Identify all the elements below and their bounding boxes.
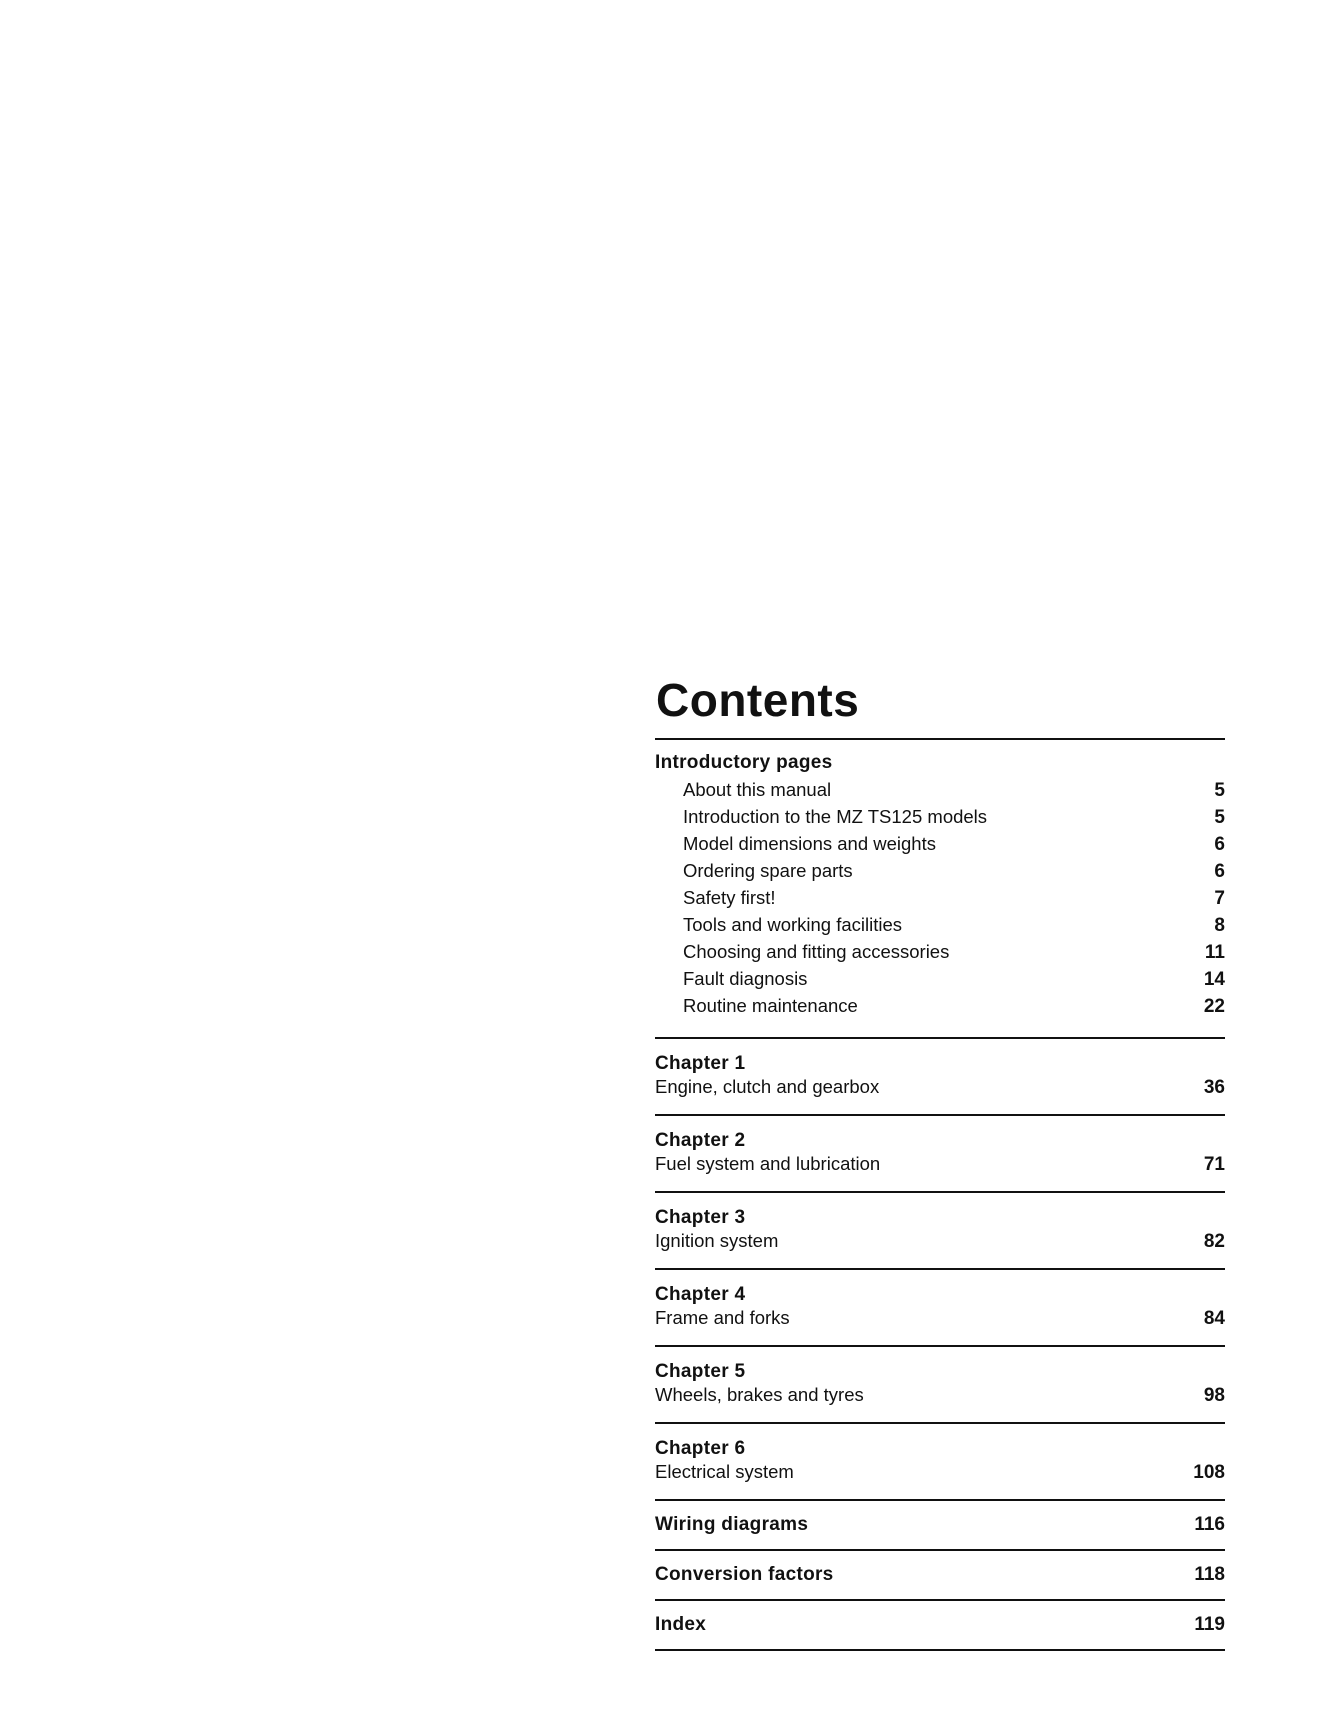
chapter-row — [655, 1229, 1225, 1254]
toc-entry-tools[interactable] — [655, 911, 1225, 938]
chapter-6-entry[interactable] — [655, 1424, 1225, 1499]
chapter-row — [655, 1460, 1225, 1485]
chapter-title: Electrical system — [655, 1461, 794, 1482]
toc-entry-label: Choosing and fitting accessories — [683, 941, 950, 962]
chapter-label: Chapter 6 — [655, 1438, 746, 1459]
toc-entry-label: Safety first! — [683, 887, 776, 908]
toc-page-number: 118 — [1194, 1564, 1225, 1585]
chapter-title: Ignition system — [655, 1230, 779, 1251]
toc-page-number: 84 — [1203, 1308, 1225, 1329]
toc-entry-spare-parts[interactable] — [655, 857, 1225, 884]
introductory-list — [655, 776, 1225, 1019]
toc-page-number: 6 — [1214, 861, 1225, 882]
toc-entry-introduction[interactable] — [655, 803, 1225, 830]
chapter-label: Chapter 1 — [655, 1053, 746, 1074]
toc-entry-label: Index — [655, 1614, 707, 1635]
conversion-factors-entry[interactable] — [655, 1551, 1225, 1599]
toc-entry-accessories[interactable] — [655, 938, 1225, 965]
toc-page-number: 5 — [1214, 807, 1225, 828]
toc-entry-fault-diagnosis[interactable] — [655, 965, 1225, 992]
toc-page-number: 7 — [1214, 888, 1225, 909]
toc-page-number: 36 — [1203, 1077, 1225, 1098]
toc-entry-label: Tools and working facilities — [683, 914, 903, 935]
page-title: Contents — [656, 674, 860, 726]
toc-entry-label: Fault diagnosis — [683, 968, 808, 989]
chapter-row — [655, 1075, 1225, 1100]
toc-page-number: 22 — [1203, 996, 1225, 1017]
index-entry[interactable] — [655, 1601, 1225, 1649]
chapter-5-entry[interactable] — [655, 1347, 1225, 1422]
toc-page-number: 98 — [1203, 1385, 1225, 1406]
table-of-contents — [655, 672, 1225, 1651]
chapter-label: Chapter 3 — [655, 1207, 746, 1228]
chapter-3-entry[interactable] — [655, 1193, 1225, 1268]
chapter-title: Engine, clutch and gearbox — [655, 1076, 880, 1097]
toc-page-number: 8 — [1214, 915, 1225, 936]
chapter-row — [655, 1152, 1225, 1177]
chapter-label: Chapter 2 — [655, 1130, 746, 1151]
wiring-diagrams-entry[interactable] — [655, 1501, 1225, 1549]
toc-page-number: 14 — [1203, 969, 1225, 990]
toc-page-number: 11 — [1204, 942, 1225, 963]
toc-entry-label: Conversion factors — [655, 1564, 834, 1585]
toc-page-number: 71 — [1203, 1154, 1225, 1175]
introductory-section — [655, 740, 1225, 1037]
toc-entry-about-manual[interactable] — [655, 776, 1225, 803]
divider — [655, 1649, 1225, 1651]
toc-entry-label: Ordering spare parts — [683, 860, 853, 881]
chapter-4-entry[interactable] — [655, 1270, 1225, 1345]
toc-entry-label: Introduction to the MZ TS125 models — [683, 806, 988, 827]
chapter-title: Fuel system and lubrication — [655, 1153, 881, 1174]
toc-page-number: 82 — [1203, 1231, 1225, 1252]
toc-entry-routine-maintenance[interactable] — [655, 992, 1225, 1019]
toc-page-number: 116 — [1194, 1514, 1225, 1535]
chapter-title: Frame and forks — [655, 1307, 790, 1328]
toc-page-number: 5 — [1214, 780, 1225, 801]
toc-entry-label: About this manual — [683, 779, 832, 800]
chapter-title: Wheels, brakes and tyres — [655, 1384, 864, 1405]
toc-page-number: 119 — [1194, 1614, 1225, 1635]
toc-entry-dimensions[interactable] — [655, 830, 1225, 857]
chapter-label: Chapter 4 — [655, 1284, 746, 1305]
toc-page-number: 108 — [1193, 1462, 1225, 1483]
chapter-label: Chapter 5 — [655, 1361, 746, 1382]
chapter-row — [655, 1306, 1225, 1331]
toc-entry-label: Wiring diagrams — [655, 1514, 809, 1535]
chapter-row — [655, 1383, 1225, 1408]
toc-entry-label: Model dimensions and weights — [683, 833, 936, 854]
chapter-2-entry[interactable] — [655, 1116, 1225, 1191]
toc-entry-label: Routine maintenance — [683, 995, 858, 1016]
chapter-1-entry[interactable] — [655, 1039, 1225, 1114]
toc-page-number: 6 — [1214, 834, 1225, 855]
section-heading: Introductory pages — [655, 752, 833, 773]
toc-entry-safety[interactable] — [655, 884, 1225, 911]
